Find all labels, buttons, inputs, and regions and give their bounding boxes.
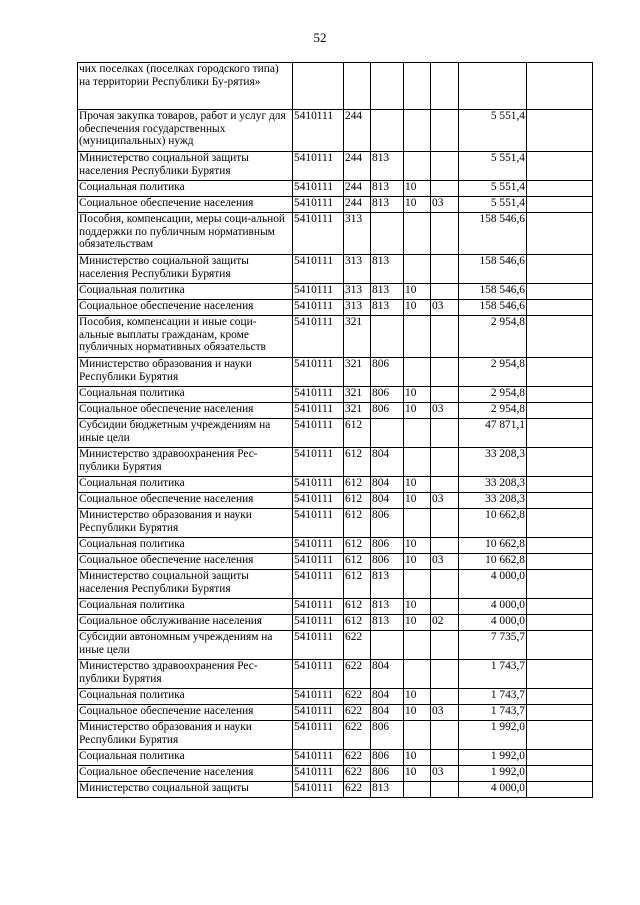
subsection-cell: 03	[431, 766, 459, 782]
admin-code-cell: 813	[371, 197, 404, 213]
target-article-cell: 5410111	[293, 660, 344, 689]
empty-cell	[527, 689, 593, 705]
admin-code-cell: 806	[371, 766, 404, 782]
expense-type-cell: 622	[344, 782, 371, 798]
amount-cell: 2 954,8	[459, 387, 527, 403]
section-cell	[404, 213, 431, 255]
empty-cell	[527, 403, 593, 419]
table-row	[78, 213, 593, 255]
subsection-cell	[431, 660, 459, 689]
admin-code-cell: 813	[371, 284, 404, 300]
amount-cell: 2 954,8	[459, 403, 527, 419]
subsection-cell: 03	[431, 493, 459, 509]
section-cell: 10	[404, 689, 431, 705]
section-cell: 10	[404, 284, 431, 300]
expense-type-cell: 321	[344, 358, 371, 387]
admin-code-cell	[371, 63, 404, 110]
amount-cell: 2 954,8	[459, 358, 527, 387]
table-row	[78, 660, 593, 689]
amount-cell: 4 000,0	[459, 615, 527, 631]
expense-type-cell: 313	[344, 284, 371, 300]
table-row	[78, 197, 593, 213]
row-name-cell: Социальная политика	[78, 181, 293, 197]
section-cell	[404, 570, 431, 599]
subsection-cell	[431, 448, 459, 477]
row-name-cell: Социальное обеспечение населения	[78, 705, 293, 721]
subsection-cell	[431, 689, 459, 705]
amount-cell: 1 743,7	[459, 689, 527, 705]
target-article-cell: 5410111	[293, 631, 344, 660]
section-cell: 10	[404, 300, 431, 316]
row-name-cell: Министерство здравоохранения Рес-публики Бурятия	[78, 660, 293, 689]
amount-cell: 158 546,6	[459, 255, 527, 284]
amount-cell	[459, 63, 527, 110]
table-row	[78, 721, 593, 750]
table-row	[78, 705, 593, 721]
expense-type-cell: 244	[344, 181, 371, 197]
subsection-cell	[431, 284, 459, 300]
table-row	[78, 387, 593, 403]
amount-cell: 47 871,1	[459, 419, 527, 448]
section-cell: 10	[404, 493, 431, 509]
table-row	[78, 448, 593, 477]
admin-code-cell: 813	[371, 152, 404, 181]
row-name-cell: Социальное обеспечение населения	[78, 493, 293, 509]
section-cell: 10	[404, 181, 431, 197]
target-article-cell: 5410111	[293, 213, 344, 255]
admin-code-cell: 804	[371, 477, 404, 493]
admin-code-cell: 806	[371, 387, 404, 403]
target-article-cell: 5410111	[293, 477, 344, 493]
expense-type-cell: 612	[344, 538, 371, 554]
subsection-cell: 03	[431, 554, 459, 570]
table-row	[78, 493, 593, 509]
admin-code-cell: 813	[371, 255, 404, 284]
row-name-cell: Социальная политика	[78, 538, 293, 554]
expense-type-cell: 622	[344, 631, 371, 660]
row-name-cell: Пособия, компенсации, меры соци-альной поддержки по публичным нормативным обязательствам	[78, 213, 293, 255]
amount-cell: 10 662,8	[459, 554, 527, 570]
section-cell: 10	[404, 766, 431, 782]
admin-code-cell	[371, 419, 404, 448]
row-name-cell: Социальное обеспечение населения	[78, 766, 293, 782]
subsection-cell	[431, 750, 459, 766]
expense-type-cell: 622	[344, 705, 371, 721]
target-article-cell: 5410111	[293, 766, 344, 782]
section-cell	[404, 152, 431, 181]
table-row	[78, 152, 593, 181]
section-cell	[404, 448, 431, 477]
empty-cell	[527, 721, 593, 750]
expense-type-cell: 321	[344, 387, 371, 403]
row-name-cell: Пособия, компенсации и иные соци-альные выплаты гражданам, кроме публичных нормативных обязательств	[78, 316, 293, 358]
section-cell: 10	[404, 554, 431, 570]
subsection-cell	[431, 255, 459, 284]
amount-cell: 5 551,4	[459, 110, 527, 152]
subsection-cell	[431, 509, 459, 538]
row-name-cell: Министерство социальной защиты	[78, 782, 293, 798]
row-name-cell: Социальная политика	[78, 284, 293, 300]
table-row	[78, 509, 593, 538]
empty-cell	[527, 284, 593, 300]
section-cell: 10	[404, 615, 431, 631]
target-article-cell: 5410111	[293, 284, 344, 300]
budget-table-body	[78, 63, 593, 798]
row-name-cell: Социальная политика	[78, 477, 293, 493]
admin-code-cell: 813	[371, 782, 404, 798]
amount-cell: 4 000,0	[459, 599, 527, 615]
section-cell	[404, 631, 431, 660]
subsection-cell: 02	[431, 615, 459, 631]
table-row	[78, 689, 593, 705]
empty-cell	[527, 316, 593, 358]
table-row	[78, 615, 593, 631]
table-row	[78, 599, 593, 615]
amount-cell: 1 992,0	[459, 721, 527, 750]
table-row	[78, 766, 593, 782]
empty-cell	[527, 477, 593, 493]
section-cell: 10	[404, 599, 431, 615]
expense-type-cell: 622	[344, 766, 371, 782]
expense-type-cell: 321	[344, 403, 371, 419]
empty-cell	[527, 570, 593, 599]
target-article-cell: 5410111	[293, 197, 344, 213]
subsection-cell	[431, 110, 459, 152]
admin-code-cell: 804	[371, 448, 404, 477]
amount-cell: 1 992,0	[459, 766, 527, 782]
subsection-cell	[431, 358, 459, 387]
section-cell	[404, 721, 431, 750]
subsection-cell	[431, 599, 459, 615]
section-cell: 10	[404, 403, 431, 419]
target-article-cell: 5410111	[293, 554, 344, 570]
table-row	[78, 570, 593, 599]
admin-code-cell	[371, 631, 404, 660]
subsection-cell	[431, 570, 459, 599]
subsection-cell	[431, 721, 459, 750]
amount-cell: 7 735,7	[459, 631, 527, 660]
table-row	[78, 538, 593, 554]
section-cell	[404, 63, 431, 110]
empty-cell	[527, 615, 593, 631]
amount-cell: 5 551,4	[459, 181, 527, 197]
expense-type-cell: 622	[344, 721, 371, 750]
admin-code-cell: 813	[371, 615, 404, 631]
amount-cell: 4 000,0	[459, 782, 527, 798]
row-name-cell: Социальное обеспечение населения	[78, 300, 293, 316]
amount-cell: 1 992,0	[459, 750, 527, 766]
expense-type-cell: 612	[344, 599, 371, 615]
expense-type-cell: 313	[344, 255, 371, 284]
table-row	[78, 63, 593, 110]
empty-cell	[527, 110, 593, 152]
empty-cell	[527, 599, 593, 615]
expense-type-cell: 244	[344, 152, 371, 181]
target-article-cell: 5410111	[293, 316, 344, 358]
target-article-cell: 5410111	[293, 689, 344, 705]
table-row	[78, 554, 593, 570]
expense-type-cell: 612	[344, 477, 371, 493]
subsection-cell	[431, 538, 459, 554]
section-cell	[404, 419, 431, 448]
subsection-cell: 03	[431, 705, 459, 721]
admin-code-cell	[371, 110, 404, 152]
expense-type-cell: 612	[344, 493, 371, 509]
row-name-cell: Субсидии автономным учреждениям на иные цели	[78, 631, 293, 660]
empty-cell	[527, 255, 593, 284]
empty-cell	[527, 554, 593, 570]
expense-type-cell: 612	[344, 509, 371, 538]
section-cell: 10	[404, 538, 431, 554]
row-name-cell: Социальная политика	[78, 599, 293, 615]
empty-cell	[527, 448, 593, 477]
empty-cell	[527, 300, 593, 316]
admin-code-cell: 813	[371, 181, 404, 197]
target-article-cell: 5410111	[293, 110, 344, 152]
section-cell	[404, 255, 431, 284]
target-article-cell: 5410111	[293, 255, 344, 284]
admin-code-cell	[371, 213, 404, 255]
section-cell	[404, 316, 431, 358]
admin-code-cell: 806	[371, 721, 404, 750]
table-row	[78, 631, 593, 660]
admin-code-cell: 813	[371, 570, 404, 599]
subsection-cell	[431, 631, 459, 660]
table-row	[78, 300, 593, 316]
section-cell	[404, 509, 431, 538]
target-article-cell: 5410111	[293, 387, 344, 403]
target-article-cell: 5410111	[293, 181, 344, 197]
empty-cell	[527, 660, 593, 689]
amount-cell: 10 662,8	[459, 509, 527, 538]
row-name-cell: Социальная политика	[78, 387, 293, 403]
table-row	[78, 750, 593, 766]
row-name-cell: Социальная политика	[78, 750, 293, 766]
table-row	[78, 284, 593, 300]
amount-cell: 1 743,7	[459, 705, 527, 721]
table-row	[78, 255, 593, 284]
section-cell: 10	[404, 750, 431, 766]
row-name-cell: Министерство социальной защиты населения Республики Бурятия	[78, 570, 293, 599]
admin-code-cell: 813	[371, 599, 404, 615]
amount-cell: 1 743,7	[459, 660, 527, 689]
admin-code-cell: 804	[371, 689, 404, 705]
empty-cell	[527, 152, 593, 181]
target-article-cell: 5410111	[293, 419, 344, 448]
target-article-cell: 5410111	[293, 750, 344, 766]
expense-type-cell	[344, 63, 371, 110]
expense-type-cell: 321	[344, 316, 371, 358]
row-name-cell: Министерство социальной защиты населения Республики Бурятия	[78, 152, 293, 181]
row-name-cell: Министерство образования и науки Республики Бурятия	[78, 509, 293, 538]
target-article-cell: 5410111	[293, 403, 344, 419]
amount-cell: 158 546,6	[459, 284, 527, 300]
row-name-cell: Министерство образования и науки Республики Бурятия	[78, 721, 293, 750]
amount-cell: 33 208,3	[459, 493, 527, 509]
target-article-cell: 5410111	[293, 493, 344, 509]
admin-code-cell: 806	[371, 509, 404, 538]
empty-cell	[527, 509, 593, 538]
section-cell	[404, 358, 431, 387]
target-article-cell	[293, 63, 344, 110]
empty-cell	[527, 181, 593, 197]
empty-cell	[527, 705, 593, 721]
expense-type-cell: 313	[344, 213, 371, 255]
subsection-cell	[431, 181, 459, 197]
section-cell: 10	[404, 705, 431, 721]
row-name-cell: Социальное обеспечение населения	[78, 197, 293, 213]
table-row	[78, 782, 593, 798]
target-article-cell: 5410111	[293, 782, 344, 798]
target-article-cell: 5410111	[293, 721, 344, 750]
amount-cell: 4 000,0	[459, 570, 527, 599]
section-cell	[404, 110, 431, 152]
expense-type-cell: 612	[344, 570, 371, 599]
empty-cell	[527, 358, 593, 387]
row-name-cell: Министерство здравоохранения Рес-публики Бурятия	[78, 448, 293, 477]
empty-cell	[527, 631, 593, 660]
budget-table	[77, 62, 593, 798]
amount-cell: 158 546,6	[459, 213, 527, 255]
section-cell: 10	[404, 197, 431, 213]
amount-cell: 33 208,3	[459, 448, 527, 477]
subsection-cell	[431, 387, 459, 403]
target-article-cell: 5410111	[293, 538, 344, 554]
admin-code-cell: 804	[371, 493, 404, 509]
target-article-cell: 5410111	[293, 509, 344, 538]
admin-code-cell: 804	[371, 705, 404, 721]
empty-cell	[527, 538, 593, 554]
row-name-cell: Прочая закупка товаров, работ и услуг для обеспечения государственных (муниципальных) нужд	[78, 110, 293, 152]
row-name-cell: Социальное обеспечение населения	[78, 403, 293, 419]
row-name-cell: Социальная политика	[78, 689, 293, 705]
admin-code-cell: 813	[371, 300, 404, 316]
expense-type-cell: 612	[344, 554, 371, 570]
subsection-cell	[431, 152, 459, 181]
expense-type-cell: 244	[344, 197, 371, 213]
empty-cell	[527, 387, 593, 403]
amount-cell: 5 551,4	[459, 152, 527, 181]
subsection-cell: 03	[431, 300, 459, 316]
target-article-cell: 5410111	[293, 599, 344, 615]
expense-type-cell: 612	[344, 615, 371, 631]
target-article-cell: 5410111	[293, 152, 344, 181]
target-article-cell: 5410111	[293, 570, 344, 599]
subsection-cell: 03	[431, 197, 459, 213]
table-row	[78, 316, 593, 358]
empty-cell	[527, 493, 593, 509]
target-article-cell: 5410111	[293, 300, 344, 316]
admin-code-cell: 806	[371, 554, 404, 570]
amount-cell: 2 954,8	[459, 316, 527, 358]
row-name-cell: Субсидии бюджетным учреждениям на иные цели	[78, 419, 293, 448]
section-cell	[404, 660, 431, 689]
section-cell: 10	[404, 387, 431, 403]
expense-type-cell: 244	[344, 110, 371, 152]
row-name-cell: Социальное обеспечение населения	[78, 554, 293, 570]
table-row	[78, 477, 593, 493]
target-article-cell: 5410111	[293, 358, 344, 387]
subsection-cell	[431, 419, 459, 448]
expense-type-cell: 313	[344, 300, 371, 316]
admin-code-cell: 806	[371, 403, 404, 419]
amount-cell: 10 662,8	[459, 538, 527, 554]
expense-type-cell: 612	[344, 448, 371, 477]
subsection-cell	[431, 782, 459, 798]
expense-type-cell: 612	[344, 419, 371, 448]
table-row	[78, 403, 593, 419]
empty-cell	[527, 213, 593, 255]
row-name-cell: Министерство социальной защиты населения Республики Бурятия	[78, 255, 293, 284]
section-cell: 10	[404, 477, 431, 493]
target-article-cell: 5410111	[293, 705, 344, 721]
row-name-cell: Социальное обслуживание населения	[78, 615, 293, 631]
admin-code-cell: 806	[371, 750, 404, 766]
amount-cell: 5 551,4	[459, 197, 527, 213]
table-row	[78, 358, 593, 387]
table-row	[78, 419, 593, 448]
empty-cell	[527, 750, 593, 766]
expense-type-cell: 622	[344, 660, 371, 689]
expense-type-cell: 622	[344, 689, 371, 705]
subsection-cell	[431, 63, 459, 110]
amount-cell: 33 208,3	[459, 477, 527, 493]
amount-cell: 158 546,6	[459, 300, 527, 316]
empty-cell	[527, 197, 593, 213]
admin-code-cell: 806	[371, 538, 404, 554]
empty-cell	[527, 766, 593, 782]
target-article-cell: 5410111	[293, 615, 344, 631]
row-name-cell: Министерство образования и науки Республики Бурятия	[78, 358, 293, 387]
page-number: 52	[313, 30, 327, 45]
table-row	[78, 110, 593, 152]
subsection-cell	[431, 213, 459, 255]
subsection-cell	[431, 477, 459, 493]
subsection-cell	[431, 316, 459, 358]
empty-cell	[527, 419, 593, 448]
table-row	[78, 181, 593, 197]
section-cell	[404, 782, 431, 798]
expense-type-cell: 622	[344, 750, 371, 766]
admin-code-cell: 804	[371, 660, 404, 689]
admin-code-cell	[371, 316, 404, 358]
empty-cell	[527, 782, 593, 798]
empty-cell	[527, 63, 593, 110]
target-article-cell: 5410111	[293, 448, 344, 477]
row-name-cell: чих поселках (поселках городского типа) на территории Республики Бу-рятия»	[78, 63, 293, 110]
admin-code-cell: 806	[371, 358, 404, 387]
subsection-cell: 03	[431, 403, 459, 419]
